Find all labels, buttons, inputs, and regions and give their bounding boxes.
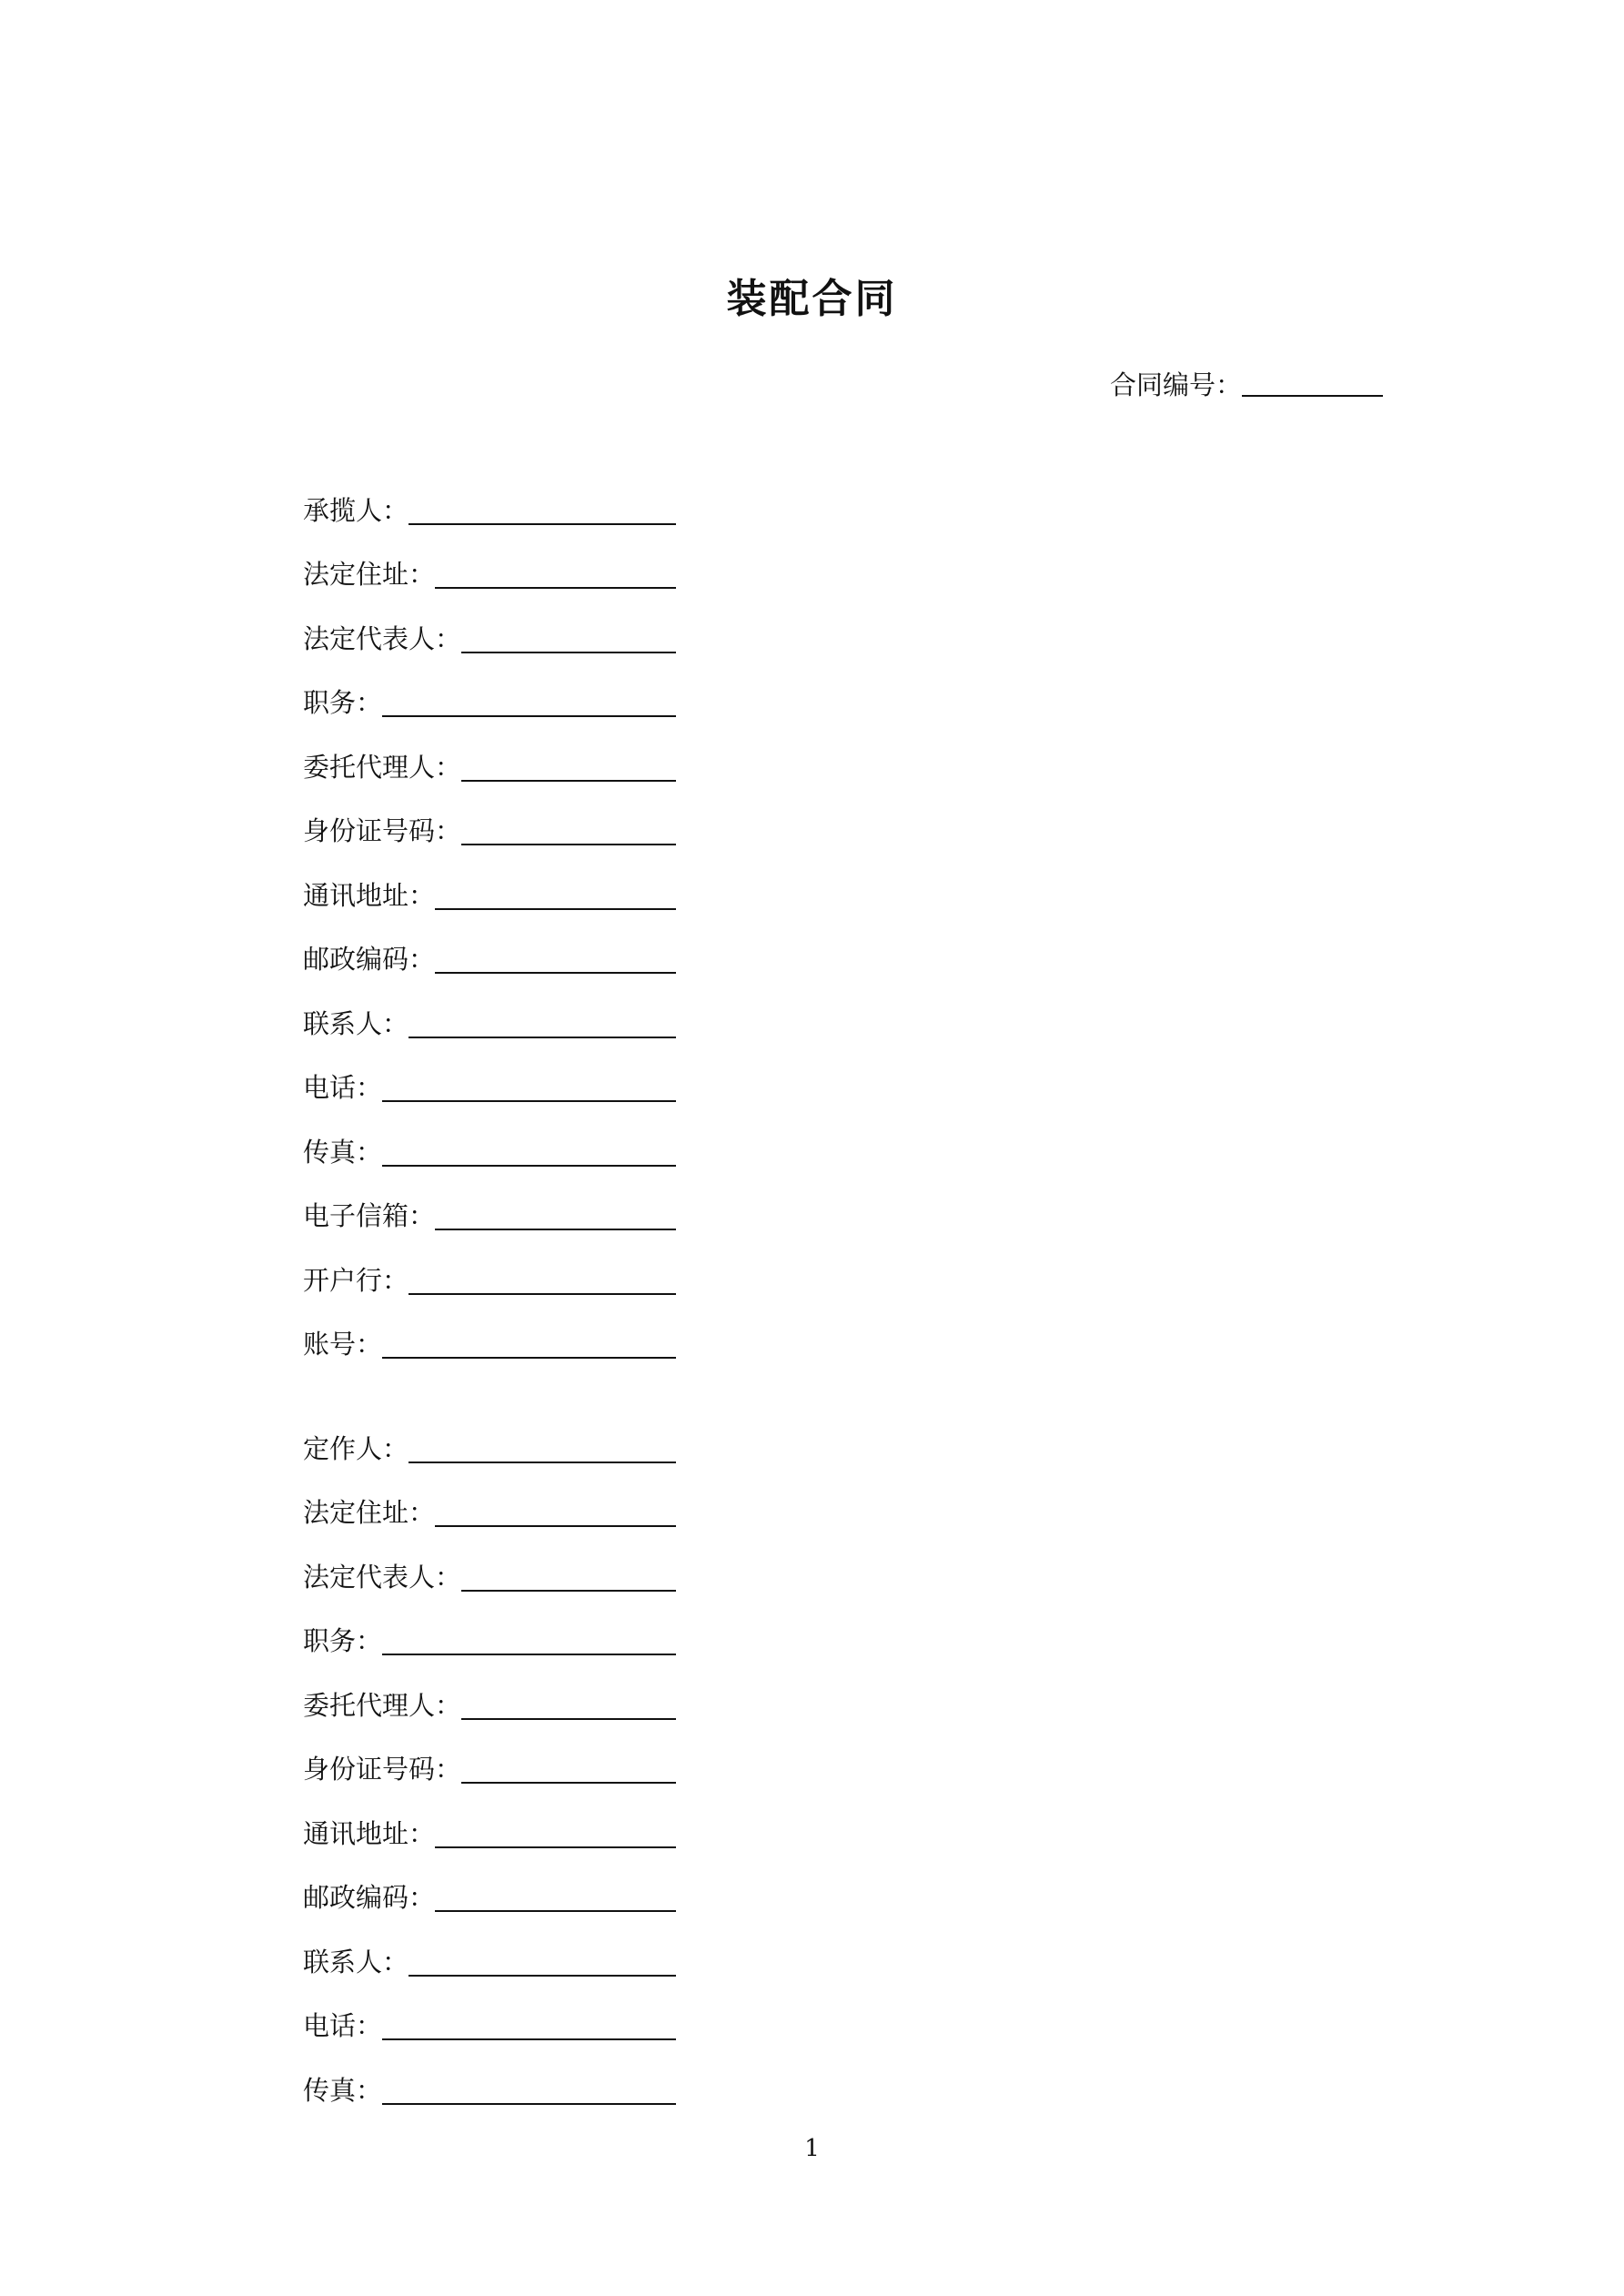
- field-blank[interactable]: [382, 1099, 676, 1102]
- field-contractor-id-number: [303, 791, 676, 855]
- field-contractor-name: [303, 470, 676, 534]
- field-client-fax: [303, 2049, 676, 2114]
- field-contractor-account: [303, 1304, 676, 1369]
- field-label: 联系人：: [303, 1007, 409, 1039]
- contract-number-field: [1110, 364, 1383, 402]
- field-blank[interactable]: [382, 2102, 676, 2105]
- field-label: 电子信箱：: [303, 1200, 436, 1231]
- field-label: 职务：: [303, 687, 383, 718]
- field-label: 法定住址：: [303, 559, 436, 590]
- page-number: 1: [804, 2135, 820, 2162]
- field-blank[interactable]: [435, 907, 676, 910]
- field-contractor-agent: [303, 726, 676, 791]
- field-label: 定作人：: [303, 1432, 409, 1464]
- field-label: 账号：: [303, 1329, 383, 1360]
- field-label: 通讯地址：: [303, 1817, 436, 1849]
- field-client-agent: [303, 1664, 676, 1729]
- field-contractor-mailing-address: [303, 855, 676, 919]
- contract-number-label: 合同编号：: [1110, 369, 1243, 400]
- field-client-id-number: [303, 1729, 676, 1794]
- field-blank[interactable]: [435, 1846, 676, 1848]
- field-label: 联系人：: [303, 1946, 409, 1977]
- field-client-phone: [303, 1986, 676, 2050]
- field-label: 委托代理人：: [303, 751, 462, 783]
- field-label: 身份证号码：: [303, 1754, 462, 1785]
- field-blank[interactable]: [435, 586, 676, 589]
- field-blank[interactable]: [409, 1974, 676, 1977]
- field-label: 法定住址：: [303, 1497, 436, 1528]
- field-blank[interactable]: [382, 2038, 676, 2040]
- field-blank[interactable]: [382, 714, 676, 717]
- field-blank[interactable]: [382, 1653, 676, 1655]
- field-client-postal-code: [303, 1857, 676, 1922]
- field-label: 职务：: [303, 1625, 383, 1656]
- contractor-info-section: [303, 470, 676, 1368]
- field-client-mailing-address: [303, 1793, 676, 1857]
- field-label: 邮政编码：: [303, 1882, 436, 1913]
- field-label: 承揽人：: [303, 494, 409, 526]
- field-label: 身份证号码：: [303, 815, 462, 846]
- field-blank[interactable]: [461, 843, 676, 845]
- field-blank[interactable]: [409, 1292, 676, 1295]
- field-contractor-phone: [303, 1047, 676, 1112]
- field-label: 委托代理人：: [303, 1689, 462, 1721]
- field-blank[interactable]: [461, 779, 676, 782]
- field-label: 法定代表人：: [303, 622, 462, 654]
- field-label: 传真：: [303, 1136, 383, 1168]
- field-blank[interactable]: [435, 971, 676, 974]
- field-blank[interactable]: [461, 1781, 676, 1784]
- field-blank[interactable]: [435, 1228, 676, 1230]
- field-contractor-contact: [303, 983, 676, 1047]
- field-blank[interactable]: [435, 1524, 676, 1527]
- field-client-position: [303, 1601, 676, 1665]
- field-label: 开户行：: [303, 1264, 409, 1296]
- document-title: 装配合同: [726, 276, 898, 323]
- field-client-name: [303, 1408, 676, 1472]
- field-blank[interactable]: [382, 1164, 676, 1167]
- field-contractor-address: [303, 534, 676, 599]
- field-contractor-postal-code: [303, 919, 676, 984]
- field-client-legal-rep: [303, 1536, 676, 1601]
- field-blank[interactable]: [409, 522, 676, 525]
- field-blank[interactable]: [461, 651, 676, 653]
- field-label: 通讯地址：: [303, 879, 436, 911]
- field-contractor-email: [303, 1176, 676, 1240]
- field-label: 电话：: [303, 1072, 383, 1103]
- client-info-section: [303, 1408, 676, 2114]
- field-contractor-position: [303, 663, 676, 727]
- field-label: 邮政编码：: [303, 944, 436, 975]
- field-label: 法定代表人：: [303, 1561, 462, 1593]
- field-contractor-legal-rep: [303, 598, 676, 663]
- field-blank[interactable]: [435, 1909, 676, 1912]
- contract-number-blank[interactable]: [1242, 394, 1383, 397]
- field-blank[interactable]: [382, 1356, 676, 1359]
- field-blank[interactable]: [409, 1036, 676, 1038]
- field-contractor-bank: [303, 1239, 676, 1304]
- field-client-address: [303, 1472, 676, 1537]
- field-label: 电话：: [303, 2010, 383, 2041]
- field-blank[interactable]: [409, 1461, 676, 1463]
- field-contractor-fax: [303, 1111, 676, 1176]
- field-client-contact: [303, 1921, 676, 1986]
- field-blank[interactable]: [461, 1717, 676, 1720]
- field-label: 传真：: [303, 2074, 383, 2106]
- field-blank[interactable]: [461, 1589, 676, 1592]
